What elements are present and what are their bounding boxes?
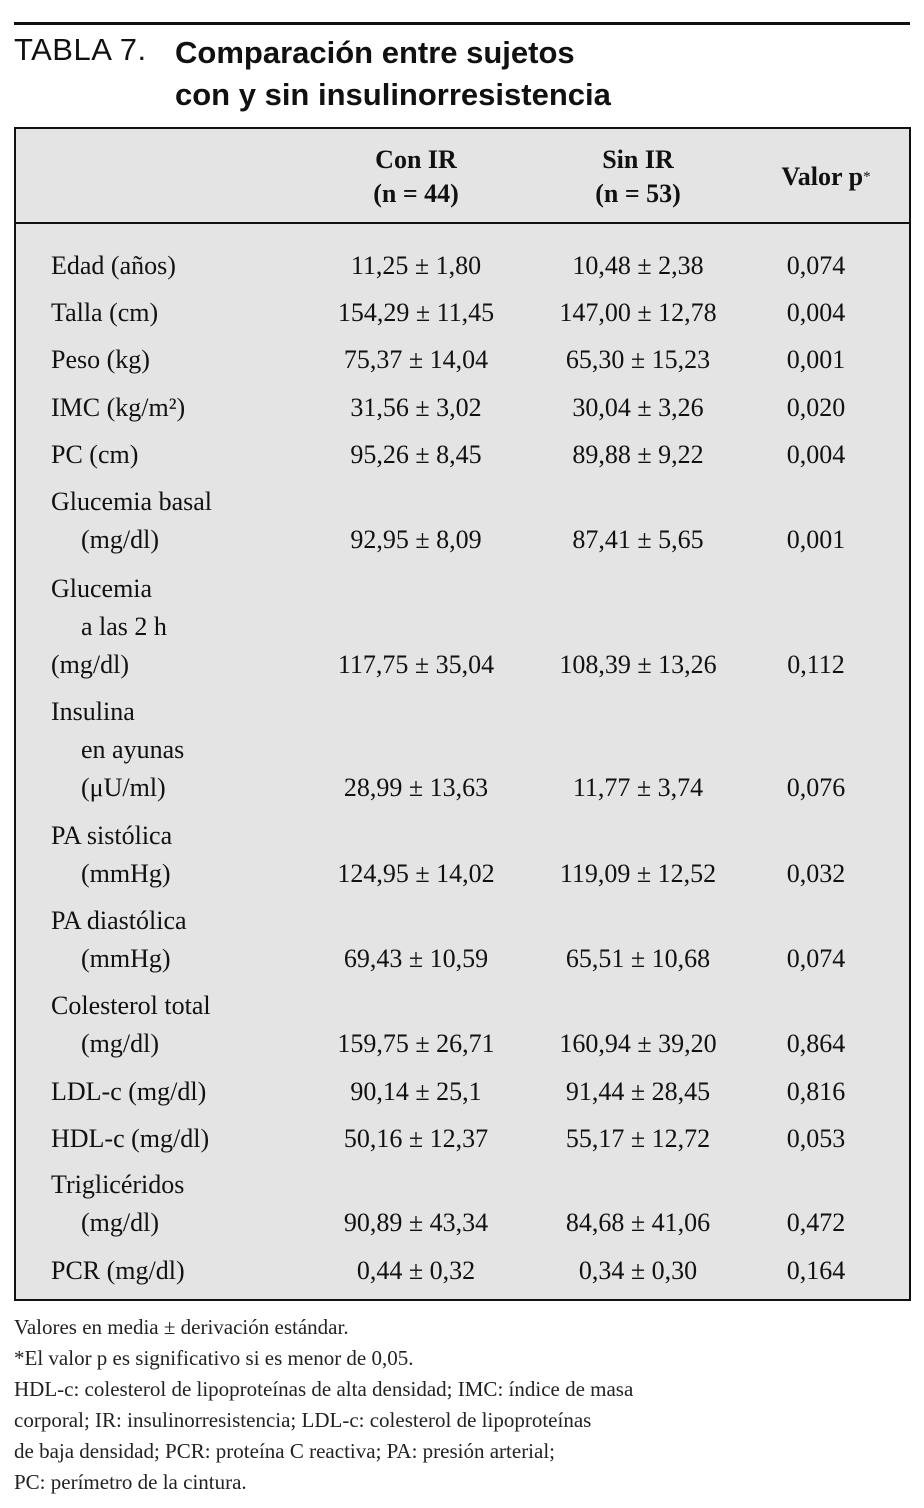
cell-sin-ir: 30,04 ± 3,26 [572, 393, 704, 422]
row-variable [51, 817, 311, 893]
cell-p-value: 0,001 [786, 345, 846, 374]
column-header-sin-ir-n: (n = 53) [595, 179, 681, 208]
cell-p-value: 0,053 [786, 1124, 846, 1153]
cell-p-value: 0,074 [786, 251, 846, 280]
row-variable [51, 902, 311, 978]
row-variable [51, 1120, 311, 1158]
row-variable [51, 294, 311, 332]
row-variable-line: PC (cm) [51, 440, 139, 469]
row-variable-line: PCR (mg/dl) [51, 1256, 185, 1285]
row-variable [51, 247, 311, 285]
cell-p-value: 0,112 [787, 650, 845, 679]
cell-p-value: 0,001 [786, 525, 846, 554]
row-variable-line: IMC (kg/m²) [51, 393, 186, 422]
row-variable [51, 436, 311, 474]
table-label: TABLA 7. [14, 32, 147, 67]
row-variable-line: en ayunas [81, 735, 185, 764]
footnote-line: corporal; IR: insulinorresistencia; LDL-c: colesterol de lipoproteínas [14, 1408, 592, 1432]
table-row [16, 817, 909, 893]
table-row [16, 1166, 909, 1242]
cell-con-ir: 95,26 ± 8,45 [350, 440, 482, 469]
cell-sin-ir: 87,41 ± 5,65 [572, 525, 704, 554]
row-variable [51, 389, 311, 427]
row-variable-line: LDL-c (mg/dl) [51, 1077, 207, 1106]
footnote-line: PC: perímetro de la cintura. [14, 1470, 247, 1494]
row-variable-line: (mmHg) [81, 859, 171, 888]
cell-p-value: 0,020 [786, 393, 846, 422]
row-variable-line: HDL-c (mg/dl) [51, 1124, 210, 1153]
cell-sin-ir: 84,68 ± 41,06 [565, 1208, 711, 1237]
row-variable [51, 483, 311, 559]
cell-con-ir: 117,75 ± 35,04 [337, 650, 495, 679]
cell-p-value: 0,032 [786, 859, 846, 888]
cell-p-value: 0,004 [786, 440, 846, 469]
row-variable-line: (mg/dl) [81, 525, 159, 554]
row-variable-line: a las 2 h [81, 612, 167, 641]
column-header-p-value-label [756, 160, 896, 194]
row-variable [51, 987, 311, 1063]
row-variable [51, 693, 311, 807]
cell-p-value: 0,004 [786, 298, 846, 327]
cell-con-ir: 11,25 ± 1,80 [350, 251, 482, 280]
header-rule [16, 222, 909, 224]
cell-p-value: 0,074 [786, 944, 846, 973]
cell-sin-ir: 11,77 ± 3,74 [572, 773, 704, 802]
table-title-line-2: con y sin insulinorresistencia [175, 77, 611, 112]
cell-sin-ir: 119,09 ± 12,52 [559, 859, 717, 888]
data-table [14, 127, 911, 1301]
cell-sin-ir: 91,44 ± 28,45 [565, 1077, 711, 1106]
table-row [16, 570, 909, 684]
table-row [16, 902, 909, 978]
cell-sin-ir: 65,51 ± 10,68 [565, 944, 711, 973]
row-variable-line: (μU/ml) [81, 773, 166, 802]
cell-sin-ir: 89,88 ± 9,22 [572, 440, 704, 469]
cell-con-ir: 75,37 ± 14,04 [343, 345, 489, 374]
row-variable-line: Peso (kg) [51, 345, 150, 374]
cell-con-ir: 90,89 ± 43,34 [343, 1208, 489, 1237]
table-row [16, 294, 909, 332]
cell-sin-ir: 108,39 ± 13,26 [559, 650, 717, 679]
footnote-line: de baja densidad; PCR: proteína C reactiva; PA: presión arterial; [14, 1439, 556, 1463]
row-variable-line: Glucemia [51, 574, 153, 603]
row-variable-line: (mmHg) [81, 944, 171, 973]
row-variable [51, 1252, 311, 1290]
row-variable-line: PA diastólica [51, 906, 187, 935]
column-header-sin-ir-label: Sin IR [602, 145, 674, 174]
row-variable-line: Insulina [51, 697, 135, 726]
cell-sin-ir: 0,34 ± 0,30 [578, 1256, 698, 1285]
cell-sin-ir: 147,00 ± 12,78 [559, 298, 717, 327]
table-row [16, 483, 909, 559]
footnote-line: *El valor p es significativo si es menor de 0,05. [14, 1346, 414, 1370]
column-header-p-value [756, 160, 896, 194]
cell-con-ir: 92,95 ± 8,09 [350, 525, 482, 554]
table-row [16, 1252, 909, 1290]
table-row [16, 1120, 909, 1158]
p-value-footnote-mark: * [863, 169, 871, 185]
cell-con-ir: 31,56 ± 3,02 [350, 393, 482, 422]
cell-sin-ir: 65,30 ± 15,23 [565, 345, 711, 374]
row-variable-line: Talla (cm) [51, 298, 159, 327]
table-title-line-1: Comparación entre sujetos [175, 35, 575, 70]
row-variable-line: (mg/dl) [81, 1208, 159, 1237]
row-variable [51, 1073, 311, 1111]
cell-con-ir: 159,75 ± 26,71 [337, 1029, 495, 1058]
column-header-con-ir [316, 143, 516, 211]
cell-con-ir: 69,43 ± 10,59 [343, 944, 489, 973]
footnote-line: Valores en media ± derivación estándar. [14, 1315, 349, 1339]
table-row [16, 389, 909, 427]
row-variable-line: Triglicéridos [51, 1170, 185, 1199]
column-header-con-ir-label: Con IR [375, 145, 457, 174]
cell-p-value: 0,864 [786, 1029, 846, 1058]
cell-p-value: 0,076 [786, 773, 846, 802]
row-variable [51, 341, 311, 379]
cell-con-ir: 50,16 ± 12,37 [343, 1124, 489, 1153]
top-rule [14, 22, 910, 25]
cell-con-ir: 28,99 ± 13,63 [343, 773, 489, 802]
row-variable-line: Glucemia basal [51, 487, 212, 516]
cell-con-ir: 90,14 ± 25,1 [350, 1077, 482, 1106]
footnote-line: HDL-c: colesterol de lipoproteínas de alta densidad; IMC: índice de masa [14, 1377, 634, 1401]
cell-sin-ir: 55,17 ± 12,72 [565, 1124, 711, 1153]
cell-con-ir: 0,44 ± 0,32 [356, 1256, 476, 1285]
table-row [16, 247, 909, 285]
row-variable-line: (mg/dl) [51, 650, 129, 679]
cell-p-value: 0,164 [786, 1256, 846, 1285]
row-variable-line: Edad (años) [51, 251, 176, 280]
table-title [175, 32, 611, 116]
cell-con-ir: 124,95 ± 14,02 [337, 859, 495, 888]
table-row [16, 341, 909, 379]
row-variable [51, 1166, 311, 1242]
p-value-text: Valor p [781, 162, 864, 191]
cell-p-value: 0,472 [786, 1208, 846, 1237]
cell-p-value: 0,816 [786, 1077, 846, 1106]
row-variable-line: (mg/dl) [81, 1029, 159, 1058]
cell-sin-ir: 10,48 ± 2,38 [572, 251, 704, 280]
row-variable [51, 570, 311, 684]
column-header-con-ir-n: (n = 44) [373, 179, 459, 208]
row-variable-line: Colesterol total [51, 991, 211, 1020]
table-row [16, 987, 909, 1063]
cell-con-ir: 154,29 ± 11,45 [337, 298, 495, 327]
table-row [16, 1073, 909, 1111]
table-row [16, 693, 909, 807]
column-header-sin-ir [538, 143, 738, 211]
row-variable-line: PA sistólica [51, 821, 173, 850]
table-footnotes [14, 1312, 910, 1498]
table-row [16, 436, 909, 474]
cell-sin-ir: 160,94 ± 39,20 [559, 1029, 717, 1058]
